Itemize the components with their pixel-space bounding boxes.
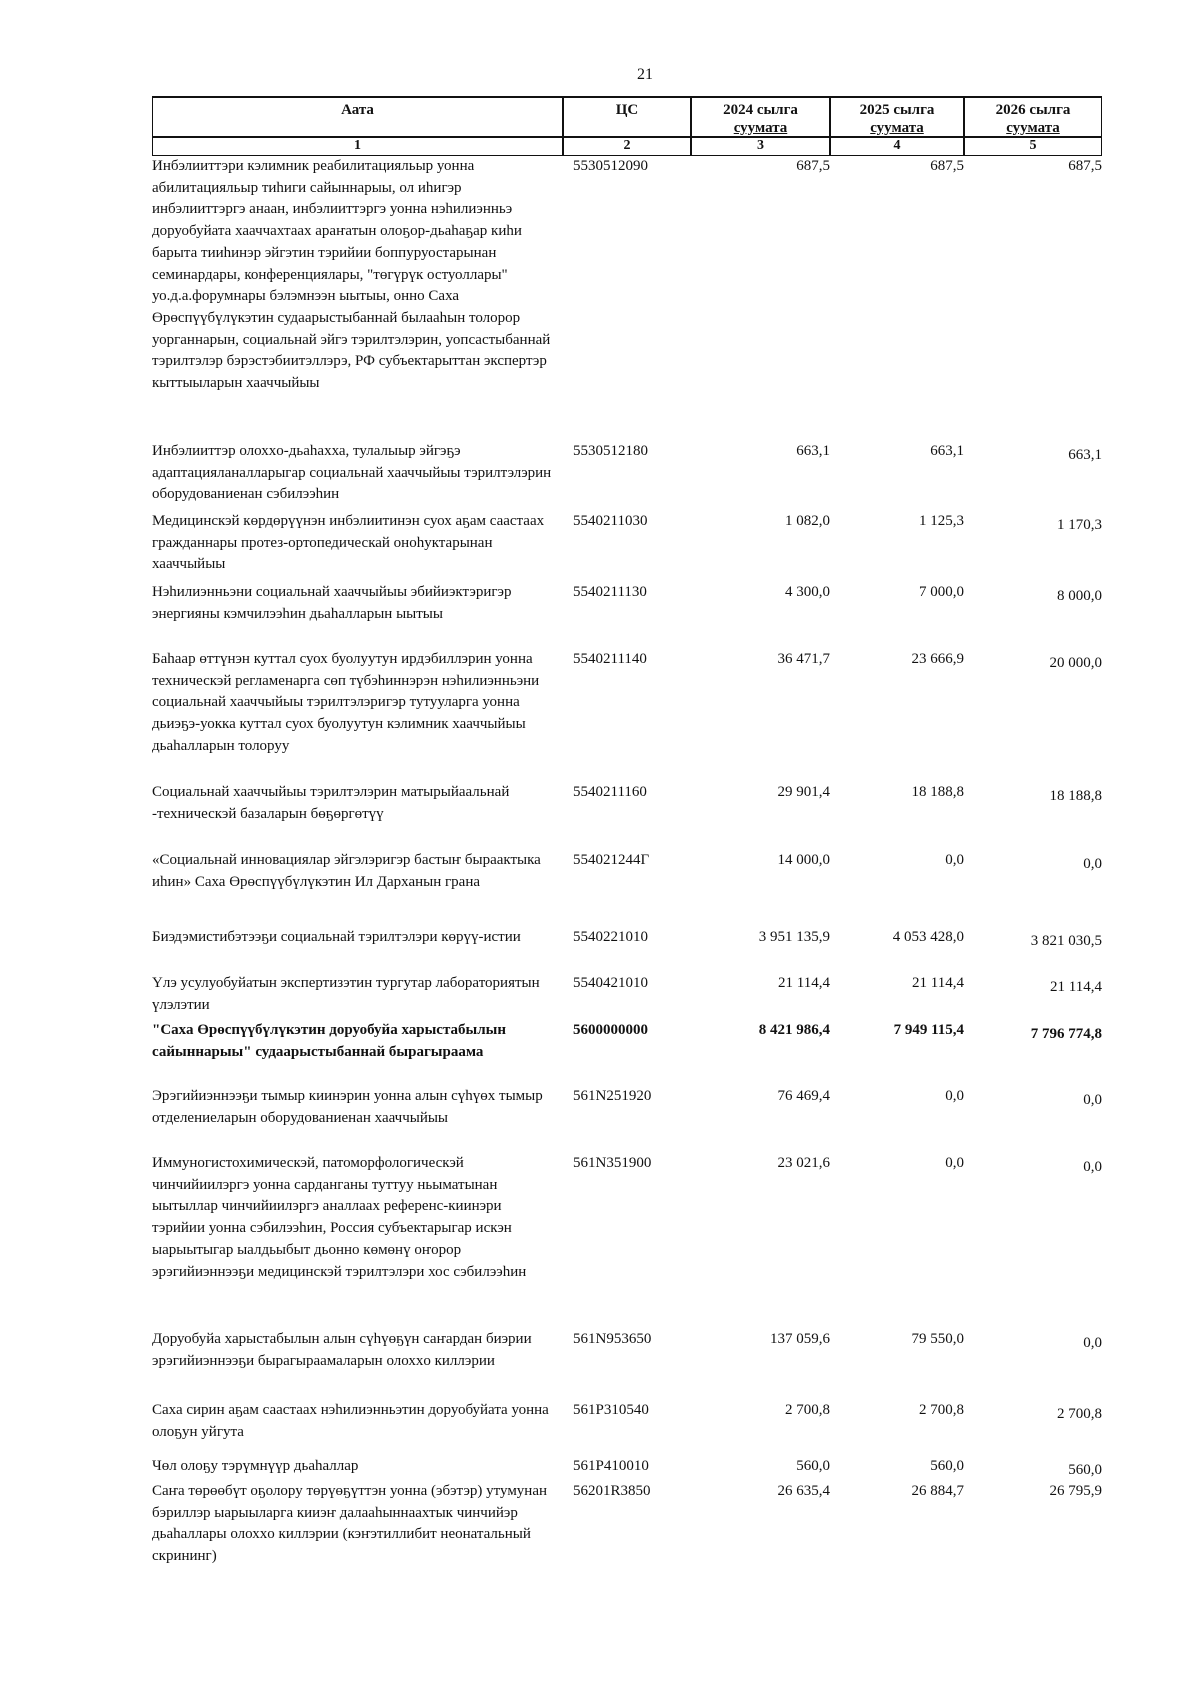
row-2024: 1 082,0 <box>785 513 830 529</box>
row-2026: 26 795,9 <box>1049 1483 1102 1499</box>
header-2025-line2: суумата <box>870 120 924 136</box>
table-row <box>152 850 1102 927</box>
row-2026: 7 796 774,8 <box>1030 1026 1102 1042</box>
row-name: Нэһилиэнньэни социальнай хааччыйыы эбийиэктэригэр энергияны кэмчилээһин дьаһалларын ыытыы <box>152 584 512 622</box>
table-row-program-total <box>152 1020 1102 1086</box>
header-2024 <box>691 96 830 138</box>
table-row <box>152 1086 1102 1153</box>
row-code: 561N351900 <box>573 1155 652 1171</box>
table-header <box>152 96 1102 156</box>
row-name: Чөл олоҕу тэрүмнүүр дьаһаллар <box>152 1458 359 1474</box>
row-code: 561N953650 <box>573 1331 652 1347</box>
row-name: Медицинскэй көрдөрүүнэн инбэлиитинэн суох аҕам саастаах гражданнары протез-ортопедическай оноһуктарынан хааччыйыы <box>152 513 545 573</box>
row-name: Иммуногистохимическэй, патоморфологическэй чинчийиилэргэ уонна сарданганы туттуу ньыматынан ыытыллар чинчийиилэргэ аналлаах референс-киинэри тэрийии уонна сэбилээһин, Россия субъектарыгар искэн ыарыытыгар ыалдьыбыт дьонно көмөнү оҥорор эрэгийиэннээҕи медицинскэй тэрилтэлэри хос сэбилээһин <box>152 1155 527 1280</box>
row-2026: 3 821 030,5 <box>1030 933 1102 949</box>
row-2024: 21 114,4 <box>778 975 830 991</box>
row-2026: 0,0 <box>1083 1092 1102 1108</box>
row-2024: 23 021,6 <box>777 1155 830 1171</box>
row-2024: 26 635,4 <box>777 1483 830 1499</box>
row-2026: 20 000,0 <box>1049 655 1102 671</box>
table-row <box>152 649 1102 782</box>
page-number: 21 <box>637 66 653 83</box>
header-num-4: 4 <box>830 138 964 156</box>
row-name: Инбэлииттэр олохxо-дьаһахха, тулалыыр эйгэҕэ адаптацияланалларыгар социальнай хааччыйыы тэрилтэлэрин оборудованиенан сэбилээһин <box>152 443 552 503</box>
header-2026-line2: суумата <box>1006 120 1060 136</box>
row-code: 5600000000 <box>573 1022 648 1038</box>
row-2024: 687,5 <box>796 158 830 174</box>
row-code: 5540211030 <box>573 513 648 529</box>
row-2025: 0,0 <box>945 852 964 868</box>
row-code: 554021244Г <box>573 852 650 868</box>
table-row <box>152 973 1102 1020</box>
row-code: 5540421010 <box>573 975 648 991</box>
header-num-3: 3 <box>691 138 830 156</box>
row-2026: 560,0 <box>1068 1462 1102 1478</box>
row-2025: 79 550,0 <box>911 1331 964 1347</box>
row-2025: 1 125,3 <box>919 513 964 529</box>
row-2024: 36 471,7 <box>777 651 830 667</box>
table-row <box>152 1153 1102 1329</box>
row-name: Биэдэмистибэтээҕи социальнай тэрилтэлэри көрүү-истии <box>152 929 521 945</box>
row-2026: 2 700,8 <box>1057 1406 1102 1422</box>
row-name: Үлэ усулуобуйатын экспертизэтин тургутар лабораториятын үлэлэтии <box>152 975 540 1013</box>
row-name: Саҥа төрөөбүт оҕолору төрүөҕүттэн уонна (эбэтэр) утумунан бэриллэр ыарыыларга кииэҥ далааһыннаахтык чинчийэр дьаһаллары олохxо киллэрии (кэҥэтиллибит неонатальный скрининг) <box>152 1483 548 1565</box>
row-2025: 0,0 <box>945 1088 964 1104</box>
table-row <box>152 1329 1102 1400</box>
row-2025: 4 053 428,0 <box>892 929 964 945</box>
row-2025: 663,1 <box>930 443 964 459</box>
row-2024: 3 951 135,9 <box>758 929 830 945</box>
table-row <box>152 582 1102 649</box>
row-name: Эрэгийиэннээҕи тымыр киинэрин уонна алын сүһүөх тымыр отделениеларын оборудованиенан хааччыйыы <box>152 1088 543 1126</box>
row-2026: 0,0 <box>1083 1335 1102 1351</box>
header-2026 <box>964 96 1102 138</box>
table-row <box>152 441 1102 511</box>
row-name: Доруобуйа харыстабылын алын сүһүөҕүн саҥардан биэрии эрэгийиэннээҕи бырагыраамаларын олохxо киллэрии <box>152 1331 532 1369</box>
row-2025: 560,0 <box>930 1458 964 1474</box>
table-row <box>152 927 1102 973</box>
row-2025: 18 188,8 <box>911 784 964 800</box>
row-2024: 8 421 986,4 <box>758 1022 830 1038</box>
row-2026: 687,5 <box>1068 158 1102 174</box>
row-code: 561P410010 <box>573 1458 649 1474</box>
row-2026: 1 170,3 <box>1057 517 1102 533</box>
row-name: Саха сирин аҕам саастаах нэһилиэнньэтин доруобуйата уонна олоҕун уйгута <box>152 1402 549 1440</box>
row-name: Социальнай хааччыйыы тэрилтэлэрин матырыйаальнай -техническэй базаларын бөҕөргөтүү <box>152 784 510 822</box>
row-code: 56201R3850 <box>573 1483 651 1499</box>
row-code: 5540221010 <box>573 929 648 945</box>
header-num-1: 1 <box>152 138 563 156</box>
table-row <box>152 511 1102 582</box>
row-2025: 23 666,9 <box>911 651 964 667</box>
table-row <box>152 156 1102 441</box>
row-2026: 8 000,0 <box>1057 588 1102 604</box>
row-2026: 21 114,4 <box>1050 979 1102 995</box>
header-code: ЦС <box>563 96 691 138</box>
row-code: 5530512090 <box>573 158 648 174</box>
header-2024-line1: 2024 сылга <box>723 102 798 118</box>
row-2025: 26 884,7 <box>911 1483 964 1499</box>
header-2025 <box>830 96 964 138</box>
header-2025-line1: 2025 сылга <box>859 102 935 118</box>
header-name: Аата <box>152 96 563 138</box>
row-2024: 560,0 <box>796 1458 830 1474</box>
row-2025: 21 114,4 <box>912 975 964 991</box>
row-2025: 2 700,8 <box>919 1402 964 1418</box>
row-2024: 137 059,6 <box>770 1331 830 1347</box>
row-2025: 7 949 115,4 <box>893 1022 964 1038</box>
row-2026: 18 188,8 <box>1049 788 1102 804</box>
header-num-5: 5 <box>964 138 1102 156</box>
row-name: «Социальнай инновациялар эйгэлэригэр бастыҥ быраактыка иһин» Саха Өрөспүүбүлүкэтин Ил Дарханын грана <box>152 852 541 890</box>
row-2024: 29 901,4 <box>777 784 830 800</box>
row-2025: 687,5 <box>930 158 964 174</box>
table-row <box>152 782 1102 850</box>
table-body <box>152 156 1102 1571</box>
header-num-2: 2 <box>563 138 691 156</box>
row-2024: 76 469,4 <box>777 1088 830 1104</box>
row-2026: 0,0 <box>1083 1159 1102 1175</box>
row-code: 5530512180 <box>573 443 648 459</box>
row-code: 5540211160 <box>573 784 647 800</box>
row-2024: 4 300,0 <box>785 584 830 600</box>
row-name: Инбэлииттэри кэлимник реабилитацияльыр уонна абилитацияльыр тиһиги сайыннарыы, ол иһигэр инбэлииттэргэ анаан, инбэлииттэргэ уонна нэһилиэнньэ доруобуйата хааччахтаах араҥатын олоҕор-дьаһаҕар киһи барыта тииһинэр эйгэтин тэрийии боппуруостарынан семинардары, конференциялары, "төгүрүк остуоллары" уо.д.а.форумнары бэлэмнээн ыытыы, онно Саха Өрөспүүбүлүкэтин судаарыстыбаннай былааһын толорор уорганнарын, социальнай эйгэ тэрилтэлэрин, уопсастыбаннай тэрилтэлэр бэрэстэбиитэллэрэ, РФ субъектарыттан экспертэр кыттыыларын хааччыйыы <box>152 158 551 392</box>
table-row <box>152 1481 1102 1571</box>
row-2026: 663,1 <box>1068 447 1102 463</box>
row-2024: 14 000,0 <box>777 852 830 868</box>
row-name: Баһаар өттүнэн куттал суох буолуутун ирдэбиллэрин уонна техническэй регламенарга сөп түбэһиннэрэн нэһилиэнньэни социальнай хааччыйыы тэрилтэлэригэр тутууларга уонна дьиэҕэ-уокка куттал суох буолуутун кэлимник хааччыйыы дьаһалларын толоруу <box>152 651 540 754</box>
header-2024-line2: суумата <box>733 120 788 136</box>
row-code: 561P310540 <box>573 1402 649 1418</box>
row-code: 5540211130 <box>573 584 647 600</box>
row-2024: 663,1 <box>796 443 830 459</box>
row-2026: 0,0 <box>1083 856 1102 872</box>
table-row <box>152 1456 1102 1481</box>
table-row <box>152 1400 1102 1456</box>
row-name: "Саха Өрөспүүбүлүкэтин доруобуйа харыстабылын сайыннарыы" судаарыстыбаннай бырагыраама <box>152 1022 506 1060</box>
header-2026-line1: 2026 сылга <box>995 102 1071 118</box>
row-code: 5540211140 <box>573 651 647 667</box>
row-2024: 2 700,8 <box>785 1402 830 1418</box>
row-code: 561N251920 <box>573 1088 652 1104</box>
row-2025: 0,0 <box>945 1155 964 1171</box>
row-2025: 7 000,0 <box>919 584 964 600</box>
